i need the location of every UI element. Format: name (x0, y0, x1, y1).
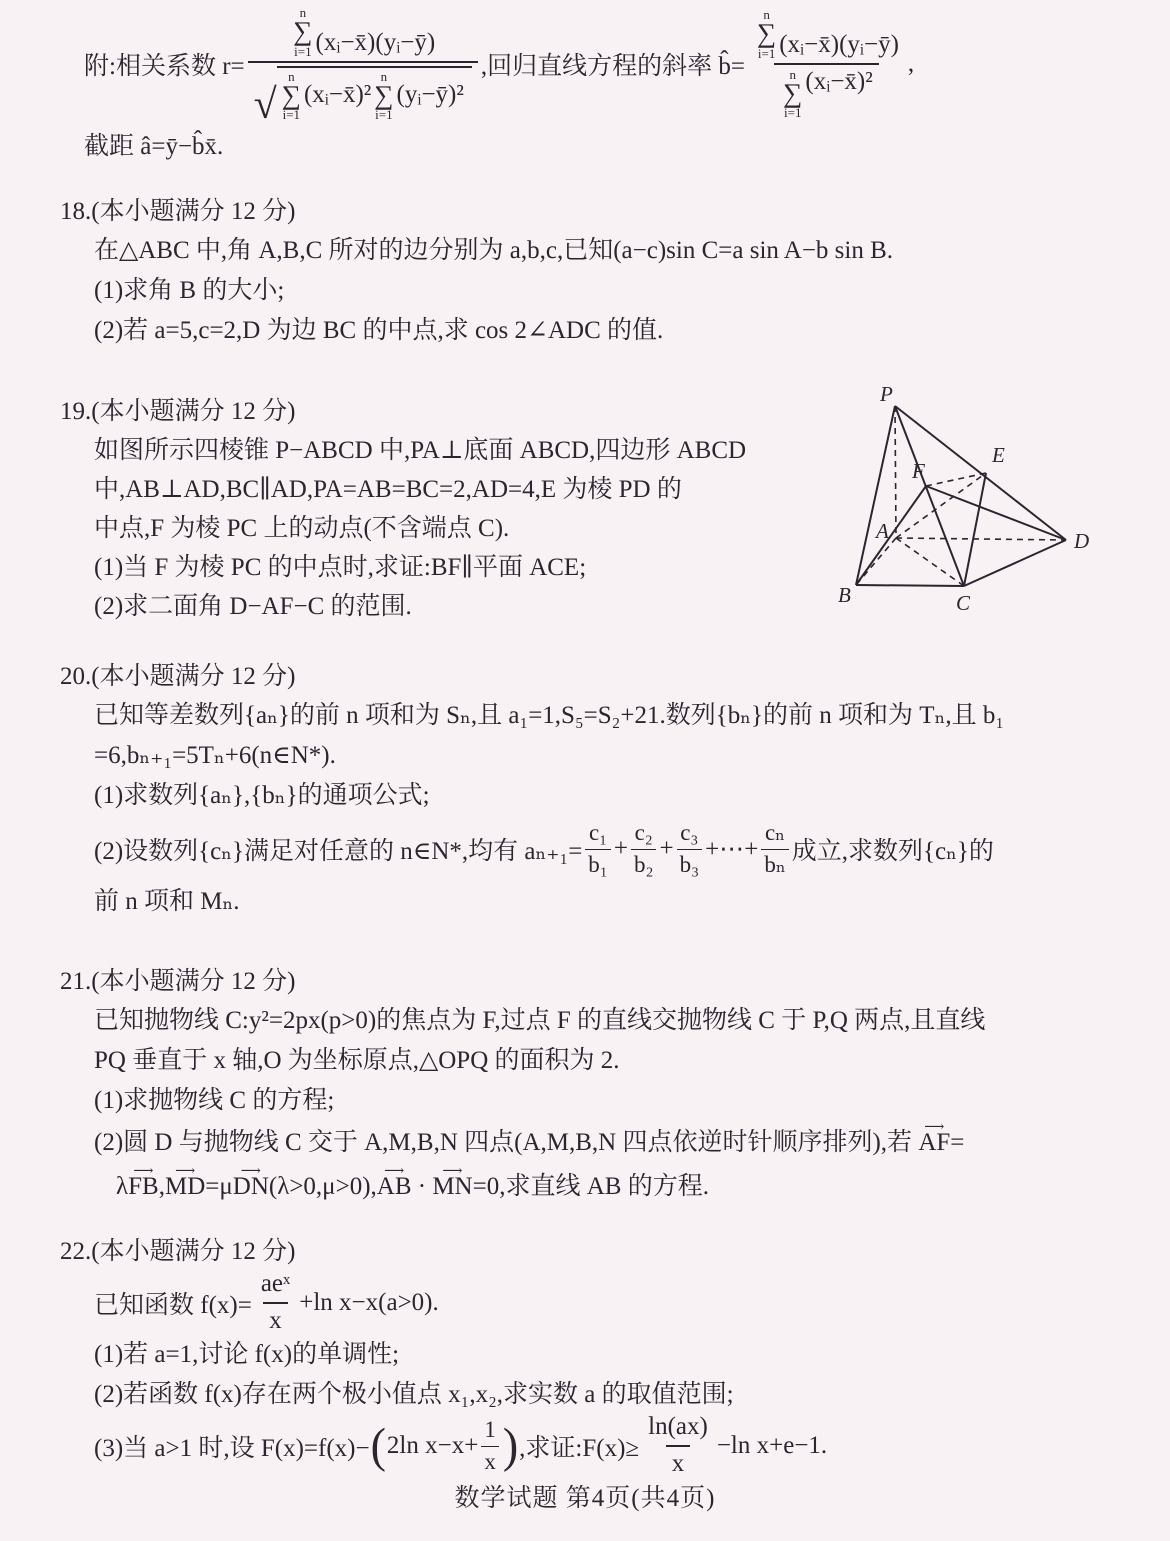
plus-sign: + (613, 835, 628, 862)
intercept-formula: 截距 â=ȳ−b̂x̄. (84, 133, 224, 161)
problem-22-header: 22.(本小题满分 12 分) (60, 1238, 296, 1265)
fraction-c1-b1 (585, 820, 611, 878)
problem-21 (60, 963, 1145, 1209)
sum-lower-limit: i=1 (757, 45, 776, 61)
vector-AF: ⟶ AF (918, 1121, 950, 1165)
dot-product-sign: · (411, 1173, 433, 1200)
vertex-label-B: B (838, 583, 851, 607)
problem-20-header: 20.(本小题满分 12 分) (60, 663, 296, 690)
problem-18 (60, 193, 1145, 351)
b-hat-denominator (774, 63, 879, 120)
correlation-formula-row (84, 5, 915, 129)
r-numerator (284, 6, 441, 61)
equals-mu: =μ (205, 1173, 233, 1200)
vertex-label-C: C (956, 591, 971, 615)
fraction-numerator: c₂ (634, 820, 653, 846)
problem-22-part-1: (1)若 a=1,讨论 f(x)的单调性; (94, 1341, 400, 1368)
problem-19-part-2: (2)求二面角 D−AF−C 的范围. (94, 593, 412, 620)
sigma-icon: ∑ (374, 79, 394, 110)
vertex-label-A: A (876, 519, 889, 543)
problem-19-statement-line: 如图所示四棱锥 P−ABCD 中,PA⊥底面 ABCD,四边形 ABCD (94, 437, 747, 464)
fraction-denominator: x (263, 1302, 288, 1336)
r-denominator-body-1: (xᵢ−x̄)² (303, 81, 372, 109)
problem-19-part-1: (1)当 F 为棱 PC 的中点时,求证:BF∥平面 ACE; (94, 554, 587, 581)
fraction-numerator: c₁ (588, 820, 608, 846)
r-numerator-body: (xᵢ−x̄)(yᵢ−ȳ) (315, 28, 436, 56)
sum-symbol (374, 70, 393, 122)
b-hat-numerator-body: (xᵢ−x̄)(yᵢ−ȳ) (779, 30, 899, 58)
part-3-inner: 2ln x−x+ (386, 1432, 479, 1459)
vertex-label-E: E (992, 443, 1005, 467)
sum-symbol (293, 6, 312, 58)
problem-21-part-1: (1)求抛物线 C 的方程; (94, 1087, 335, 1114)
problem-21-statement-line: 已知抛物线 C:y²=2px(p>0)的焦点为 F,过点 F 的直线交抛物线 C 于 P,Q 两点,且直线 (94, 1007, 986, 1034)
problem-22-part-2: (2)若函数 f(x)存在两个极小值点 x₁,x₂,求实数 a 的取值范围; (94, 1381, 734, 1408)
fraction-numerator: cₙ (764, 820, 786, 846)
trailing-comma: , (907, 49, 915, 77)
problem-20-part-1: (1)求数列{aₙ},{bₙ}的通项公式; (94, 782, 430, 809)
sigma-icon: ∑ (293, 16, 313, 46)
pyramid-figure-svg (828, 386, 1128, 636)
problem-20-part-2-row (94, 816, 1145, 882)
vector-MD: ⟶ MD (165, 1165, 205, 1209)
part-2-lead: (2)设数列{cₙ}满足对任意的 n∈N*,均有 aₙ₊₁= (94, 838, 583, 865)
problem-20 (60, 658, 1145, 922)
function-lead: 已知函数 f(x)= (94, 1292, 252, 1319)
problem-22 (60, 1233, 1145, 1477)
sqrt-body (277, 66, 472, 122)
sum-symbol (783, 68, 802, 120)
sqrt-icon: √ (253, 82, 277, 129)
sum-lower-limit: i=1 (294, 43, 312, 59)
fraction-cn-bn (761, 820, 788, 878)
sum-lower-limit: i=1 (375, 107, 393, 123)
sum-upper-limit: n (763, 7, 770, 22)
b-hat-fraction (748, 8, 905, 119)
sum-upper-limit: n (288, 68, 295, 84)
big-close-paren: ) (502, 1418, 519, 1472)
part-3-tail: −ln x+e−1. (716, 1432, 828, 1459)
problem-22-function-row (94, 1271, 1145, 1335)
r-fraction (248, 5, 478, 129)
fraction-numerator: c₃ (680, 820, 699, 846)
fraction-denominator: b₂ (631, 849, 657, 878)
vertex-label-F: F (912, 459, 925, 483)
problem-20-statement-line: =6,bₙ₊₁=5Tₙ+6(n∈N*). (94, 742, 336, 769)
sigma-icon: ∑ (281, 79, 301, 110)
comma: , (158, 1173, 165, 1200)
big-open-paren: ( (370, 1418, 386, 1472)
condition-text: (λ>0,μ>0), (268, 1173, 377, 1200)
sum-symbol (757, 8, 776, 60)
problem-19-header: 19.(本小题满分 12 分) (60, 398, 296, 425)
appendix-lead-text: 附:相关系数 r= (84, 52, 245, 80)
sum-upper-limit: n (380, 68, 388, 84)
problem-19-statement-line: 中点,F 为棱 PC 上的动点(不含端点 C). (94, 515, 510, 542)
problem-20-part-2-line-2: 前 n 项和 Mₙ. (94, 888, 240, 915)
vertex-label-P: P (880, 386, 893, 406)
problem-21-statement-line: PQ 垂直于 x 轴,O 为坐标原点,△OPQ 的面积为 2. (94, 1047, 620, 1074)
vector-FB: ⟶ FB (128, 1165, 159, 1209)
vector-DN: ⟶ DN (233, 1165, 269, 1209)
problem-18-part-2: (2)若 a=5,c=2,D 为边 BC 的中点,求 cos 2∠ADC 的值. (94, 317, 664, 344)
problem-19-statement-line: 中,AB⊥AD,BC∥AD,PA=AB=BC=2,AD=4,E 为棱 PD 的 (94, 476, 682, 503)
sigma-icon: ∑ (783, 77, 803, 108)
part-2-tail: =0,求直线 AB 的方程. (472, 1173, 709, 1200)
problem-22-part-3-row (94, 1415, 1145, 1477)
pyramid-figure (828, 386, 1128, 636)
plus-sign: + (659, 835, 674, 862)
vector-MN: ⟶ MN (432, 1165, 472, 1209)
fraction-denominator: x (666, 1445, 691, 1479)
equals-sign: = (950, 1129, 965, 1156)
problem-21-header: 21.(本小题满分 12 分) (60, 968, 296, 995)
part-3-mid: ,求证:F(x)≥ (519, 1435, 640, 1462)
part-2-tail: 成立,求数列{cₙ}的 (791, 838, 994, 865)
sum-upper-limit: n (299, 5, 307, 20)
slope-lead-text: ,回归直线方程的斜率 b̂= (480, 52, 745, 80)
fraction-denominator: b₁ (585, 849, 611, 878)
fraction-c3-b3 (677, 820, 703, 878)
sum-symbol (282, 70, 301, 122)
sigma-icon: ∑ (756, 18, 777, 48)
part-2-lead: (2)圆 D 与抛物线 C 交于 A,M,B,N 四点(A,M,B,N 四点依逆时针顺序排列),若 (94, 1129, 919, 1156)
sum-lower-limit: i=1 (784, 105, 802, 121)
problem-20-statement-line: 已知等差数列{aₙ}的前 n 项和为 Sₙ,且 a₁=1,S₅=S₂+21.数列{bₙ}的前 n 项和为 Tₙ,且 b₁ (94, 702, 1005, 729)
r-denominator-body-2: (yᵢ−ȳ)² (396, 81, 464, 109)
fraction-numerator: ln(ax) (648, 1413, 708, 1441)
fraction-denominator: bₙ (761, 849, 788, 878)
fraction-denominator: x (481, 1446, 499, 1475)
ellipsis: +⋯+ (705, 836, 759, 863)
sum-upper-limit: n (789, 66, 797, 82)
fraction-lnax-x (642, 1413, 714, 1479)
b-hat-denominator-body: (xᵢ−x̄)² (805, 67, 873, 95)
sum-lower-limit: i=1 (282, 107, 301, 123)
vector-AB: ⟶ AB (377, 1165, 412, 1209)
fraction-aex-x (255, 1270, 296, 1336)
fraction-denominator: b₃ (677, 849, 703, 878)
vertex-label-D: D (1074, 529, 1090, 553)
fraction-numerator: 1 (484, 1417, 496, 1443)
problem-18-part-1: (1)求角 B 的大小; (94, 277, 285, 304)
problem-18-header: 18.(本小题满分 12 分) (60, 198, 296, 225)
fraction-1-x (481, 1417, 499, 1475)
fraction-numerator: aeˣ (260, 1270, 291, 1298)
page-footer: 数学试题 第4页(共4页) (454, 1485, 716, 1512)
sqrt-expression (253, 66, 472, 129)
part-3-lead: (3)当 a>1 时,设 F(x)=f(x)− (94, 1435, 370, 1462)
problem-18-statement: 在△ABC 中,角 A,B,C 所对的边分别为 a,b,c,已知(a−c)sin C=a sin A−b sin B. (94, 237, 894, 264)
problem-19 (60, 393, 860, 626)
problem-21-part-2-line-2 (116, 1165, 1145, 1209)
appendix-formula-block (84, 6, 914, 165)
fraction-c2-b2 (631, 820, 657, 878)
function-tail: +ln x−x(a>0). (299, 1289, 439, 1316)
b-hat-numerator (748, 8, 905, 63)
lambda-coefficient: λ (116, 1173, 129, 1200)
r-denominator (248, 61, 478, 129)
